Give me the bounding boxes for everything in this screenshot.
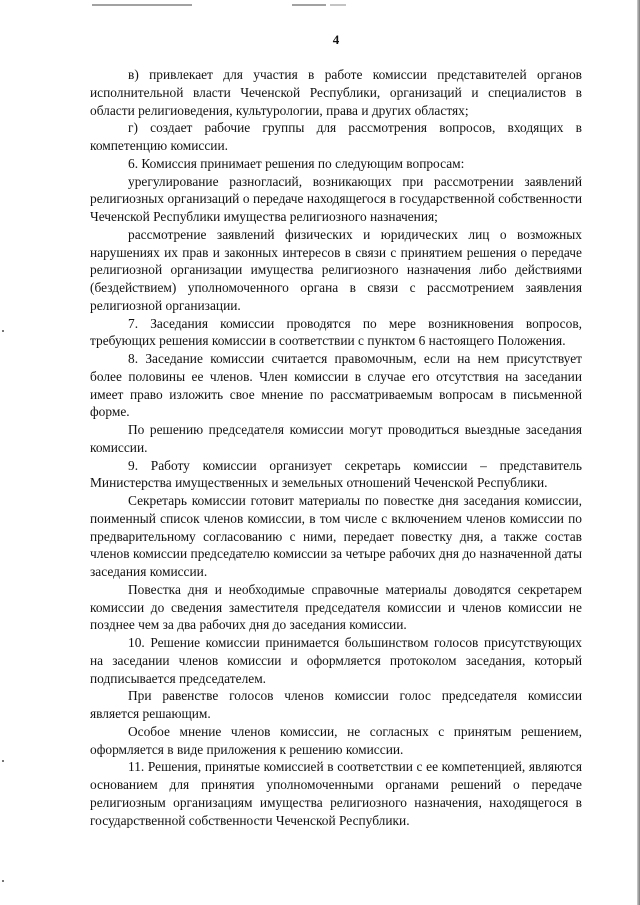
document-body	[90, 66, 582, 829]
scan-artifact	[292, 4, 326, 6]
paragraph: 9. Работу комиссии организует секретарь комиссии – представитель Министерства имущественных и земельных отношений Чеченской Республики.	[90, 457, 582, 491]
paragraph: рассмотрение заявлений физических и юридических лиц о возможных нарушениях их прав и законных интересов в связи с принятием решения о передаче религиозной организации имущества религиозного назначения либо действиями (бездействием) уполномоченного органа в связи с рассмотрением заявления религиозной организации.	[90, 226, 582, 313]
scan-speck	[2, 330, 4, 332]
paragraph: 7. Заседания комиссии проводятся по мере возникновения вопросов, требующих решения комиссии в соответствии с пунктом 6 настоящего Положения.	[90, 315, 582, 349]
paragraph: 8. Заседание комиссии считается правомочным, если на нем присутствует более половины ее членов. Член комиссии в случае его отсутствия на заседании имеет право изложить свое мнение по рассматриваемым вопросам в письменной форме.	[90, 351, 582, 420]
paragraph: в) привлекает для участия в работе комиссии представителей органов исполнительной власти Чеченской Республики, организаций и специалистов в области религиоведения, культурологии, права и других областях;	[90, 67, 582, 118]
paragraph: По решению председателя комиссии могут проводиться выездные заседания комиссии.	[90, 422, 582, 455]
paragraph: 11. Решения, принятые комиссией в соответствии с ее компетенцией, являются основанием для принятия уполномоченными органами решений о передаче религиозным организациям имущества религиозного назначения, находящегося в государственной собственности Чеченской Республики.	[90, 759, 582, 828]
paragraph: г) создает рабочие группы для рассмотрения вопросов, входящих в компетенцию комиссии.	[90, 120, 582, 153]
paragraph: 6. Комиссия принимает решения по следующим вопросам:	[128, 155, 465, 171]
page-number: 4	[332, 32, 340, 47]
paragraph: Секретарь комиссии готовит материалы по повестке дня заседания комиссии, поименный список членов комиссии, в том числе с включением членов комиссии по предварительному согласованию с ними, передает повестку дня, а также состав членов комиссии председателю комиссии за четыре рабочих дня до назначенной даты заседания комиссии.	[90, 493, 582, 579]
scan-speck	[2, 880, 4, 882]
scan-artifact	[330, 4, 346, 6]
paragraph: 10. Решение комиссии принимается большинством голосов присутствующих на заседании членов комиссии и оформляется протоколом заседания, который подписывается председателем.	[90, 635, 582, 686]
paragraph: урегулирование разногласий, возникающих при рассмотрении заявлений религиозных организаций о передаче находящегося в государственной собственности Чеченской Республики имущества религиозного назначения;	[90, 173, 582, 224]
scan-speck	[2, 760, 4, 762]
paragraph: При равенстве голосов членов комиссии голос председателя комиссии является решающим.	[90, 688, 582, 721]
paragraph: Особое мнение членов комиссии, не согласных с принятым решением, оформляется в виде приложения к решению комиссии.	[90, 723, 582, 757]
paragraph: Повестка дня и необходимые справочные материалы доводятся секретарем комиссии до сведения заместителя председателя комиссии и членов комиссии не позднее чем за два рабочих дня до заседания комиссии.	[90, 581, 582, 633]
scan-artifact	[92, 4, 192, 6]
